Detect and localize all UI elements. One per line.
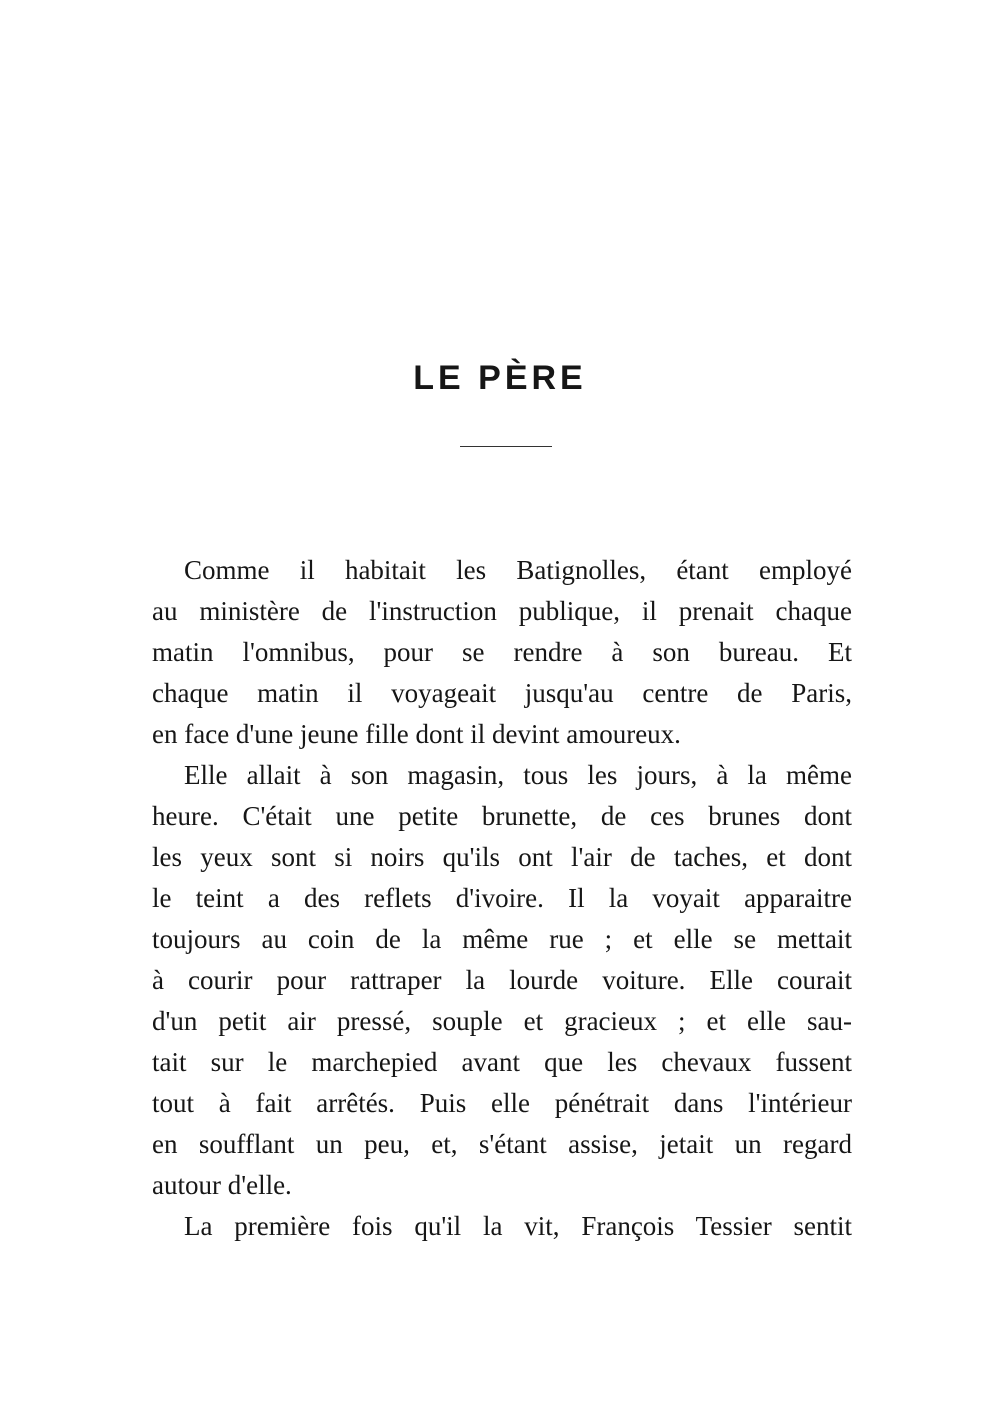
text-line: en soufflant un peu, et, s'étant assise, jetait un regard (152, 1129, 852, 1159)
text-line: Comme il habitait les Batignolles, étant employé (184, 555, 852, 585)
title-divider (460, 446, 552, 447)
text-line: le teint a des reflets d'ivoire. Il la voyait apparaitre (152, 883, 852, 913)
text-line: chaque matin il voyageait jusqu'au centre de Paris, (152, 678, 852, 708)
text-line: matin l'omnibus, pour se rendre à son bureau. Et (152, 637, 852, 667)
text-line: tout à fait arrêtés. Puis elle pénétrait dans l'intérieur (152, 1088, 852, 1118)
text-line: tait sur le marchepied avant que les chevaux fussent (152, 1047, 852, 1077)
chapter-title: LE PÈRE (413, 358, 587, 397)
text-line: Elle allait à son magasin, tous les jours, à la même (184, 760, 852, 790)
text-line: toujours au coin de la même rue ; et elle se mettait (152, 924, 852, 954)
text-line: heure. C'était une petite brunette, de ces brunes dont (152, 801, 852, 831)
text-line: les yeux sont si noirs qu'ils ont l'air de taches, et dont (152, 842, 852, 872)
paragraph-1 (152, 550, 852, 755)
paragraph-3 (152, 1206, 852, 1247)
text-line: à courir pour rattraper la lourde voiture. Elle courait (152, 965, 852, 995)
text-line: d'un petit air pressé, souple et gracieux ; et elle sau- (152, 1006, 852, 1036)
body-text (152, 550, 852, 1247)
text-line: La première fois qu'il la vit, François Tessier sentit (184, 1211, 852, 1241)
text-line: autour d'elle. (152, 1170, 292, 1200)
text-line: en face d'une jeune fille dont il devint amoureux. (152, 719, 681, 749)
text-line: au ministère de l'instruction publique, il prenait chaque (152, 596, 852, 626)
paragraph-2 (152, 755, 852, 1206)
